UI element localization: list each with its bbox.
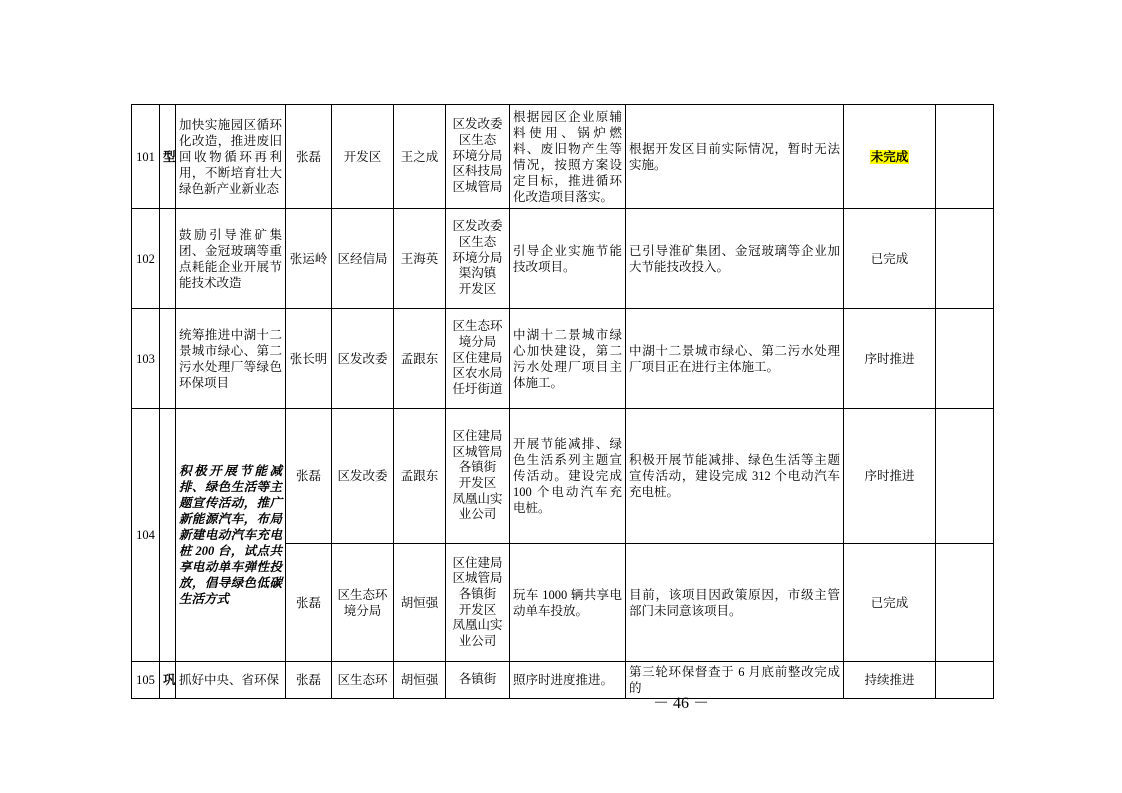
dept-line: 各镇街	[458, 460, 497, 475]
table-row	[132, 105, 994, 209]
dept-line: 区城管局	[452, 571, 503, 586]
remark-cell	[936, 409, 994, 544]
lead-person: 张磊	[286, 409, 332, 544]
dept-line: 任圩街道	[452, 381, 503, 396]
dept-line: 区住建局	[452, 350, 503, 365]
dept-line: 环境分局	[452, 148, 503, 163]
dept-line: 区城管局	[452, 444, 503, 459]
dept-list-1	[449, 219, 506, 297]
status-badge: 已完成	[844, 209, 936, 309]
row-tag	[160, 209, 176, 309]
responsible-person: 胡恒强	[394, 544, 446, 662]
page-number: － 46 －	[652, 695, 709, 712]
measure-text: 开展节能减排、绿色生活系列主题宣传活动。建设完成 100 个电动汽车充电桩。	[510, 409, 626, 544]
status-badge: 序时推进	[844, 309, 936, 409]
responsible-person: 孟跟东	[394, 409, 446, 544]
lead-person: 张磊	[286, 544, 332, 662]
dept-line: 区住建局	[452, 429, 503, 444]
dept-line: 区住建局	[452, 555, 503, 570]
row-number: 105	[132, 662, 160, 699]
table-row	[132, 309, 994, 409]
dept-list-0	[449, 117, 506, 195]
dept-line: 凤凰山实	[452, 491, 503, 506]
related-departments	[446, 544, 510, 662]
remark-cell	[936, 544, 994, 662]
related-departments	[446, 309, 510, 409]
table-row	[132, 409, 994, 544]
dept-line: 区科技局	[452, 164, 503, 179]
task-description: 统筹推进中湖十二景城市绿心、第二污水处理厂等绿色环保项目	[176, 309, 286, 409]
dept-line: 区生态	[458, 133, 497, 148]
row-number: 102	[132, 209, 160, 309]
status-badge	[844, 105, 936, 209]
dept-line: 业公司	[458, 507, 497, 522]
status-label: 未完成	[870, 149, 909, 164]
status-badge: 持续推进	[844, 662, 936, 699]
status-badge: 已完成	[844, 544, 936, 662]
responsible-person: 胡恒强	[394, 662, 446, 699]
dept-line: 业公司	[458, 633, 497, 648]
lead-person: 张运岭	[286, 209, 332, 309]
dept-line: 区生态环	[452, 319, 503, 334]
measure-text: 根据园区企业原辅料使用、锅炉燃料、废旧物产生等情况，按照方案设定目标，推进循环化改造项目落实。	[510, 105, 626, 209]
lead-unit: 区发改委	[332, 409, 394, 544]
responsible-person: 王之成	[394, 105, 446, 209]
task-table	[131, 104, 994, 699]
measure-text: 引导企业实施节能技改项目。	[510, 209, 626, 309]
row-tag: 巩	[160, 662, 176, 699]
status-badge: 序时推进	[844, 409, 936, 544]
dept-line: 区农水局	[452, 366, 503, 381]
dept-line: 区生态	[458, 235, 497, 250]
related-departments	[446, 209, 510, 309]
lead-person: 张磊	[286, 662, 332, 699]
dept-list-3	[449, 429, 506, 523]
dept-line: 开发区	[458, 281, 497, 296]
related-departments	[446, 409, 510, 544]
row-tag	[160, 309, 176, 409]
lead-unit: 区生态环	[332, 662, 394, 699]
row-tag	[160, 409, 176, 662]
row-number: 101	[132, 105, 160, 209]
remark-cell	[936, 309, 994, 409]
row-number: 103	[132, 309, 160, 409]
row-number: 104	[132, 409, 160, 662]
dept-line: 各镇街	[458, 672, 497, 687]
lead-person: 张磊	[286, 105, 332, 209]
measure-text: 中湖十二景城市绿心加快建设，第二污水处理厂项目主体施工。	[510, 309, 626, 409]
dept-list-5	[449, 672, 506, 688]
dept-line: 环境分局	[452, 250, 503, 265]
progress-text: 根据开发区目前实际情况，暂时无法实施。	[626, 105, 844, 209]
remark-cell	[936, 209, 994, 309]
row-tag: 型	[160, 105, 176, 209]
task-description: 鼓励引导淮矿集团、金冠玻璃等重点耗能企业开展节能技术改造	[176, 209, 286, 309]
dept-line: 区发改委	[452, 117, 503, 132]
task-description: 抓好中央、省环保	[176, 662, 286, 699]
task-description: 加快实施园区循环化改造，推进废旧回收物循环再利用，不断培育壮大绿色新产业新业态	[176, 105, 286, 209]
measure-text: 玩车 1000 辆共享电动单车投放。	[510, 544, 626, 662]
progress-text: 第三轮环保督查于 6 月底前整改完成的	[626, 662, 844, 699]
lead-unit: 区生态环境分局	[332, 544, 394, 662]
progress-text: 中湖十二景城市绿心、第二污水处理厂项目正在进行主体施工。	[626, 309, 844, 409]
responsible-person: 孟跟东	[394, 309, 446, 409]
dept-line: 开发区	[458, 602, 497, 617]
dept-line: 渠沟镇	[458, 266, 497, 281]
related-departments	[446, 105, 510, 209]
dept-line: 区发改委	[452, 219, 503, 234]
dept-list-4	[449, 556, 506, 650]
table-row	[132, 209, 994, 309]
lead-unit: 区经信局	[332, 209, 394, 309]
lead-person: 张长明	[286, 309, 332, 409]
dept-line: 区城管局	[452, 179, 503, 194]
lead-unit: 开发区	[332, 105, 394, 209]
progress-text: 积极开展节能减排、绿色生活等主题宣传活动，建设完成 312 个电动汽车充电桩。	[626, 409, 844, 544]
dept-list-2	[449, 319, 506, 397]
dept-line: 开发区	[458, 476, 497, 490]
responsible-person: 王海英	[394, 209, 446, 309]
dept-line: 境分局	[458, 335, 497, 350]
measure-text: 照序时进度推进。	[510, 662, 626, 699]
task-description: 积极开展节能减排、绿色生活等主题宣传活动，推广新能源汽车，布局新建电动汽车充电桩 200 台，试点共享电动单车弹性投放，倡导绿色低碳生活方式	[176, 409, 286, 662]
dept-line: 各镇街	[458, 586, 497, 601]
progress-text: 目前，该项目因政策原因，市级主管部门未同意该项目。	[626, 544, 844, 662]
progress-text: 已引导淮矿集团、金冠玻璃等企业加大节能技改投入。	[626, 209, 844, 309]
dept-line: 凤凰山实	[452, 618, 503, 633]
lead-unit: 区发改委	[332, 309, 394, 409]
remark-cell	[936, 105, 994, 209]
